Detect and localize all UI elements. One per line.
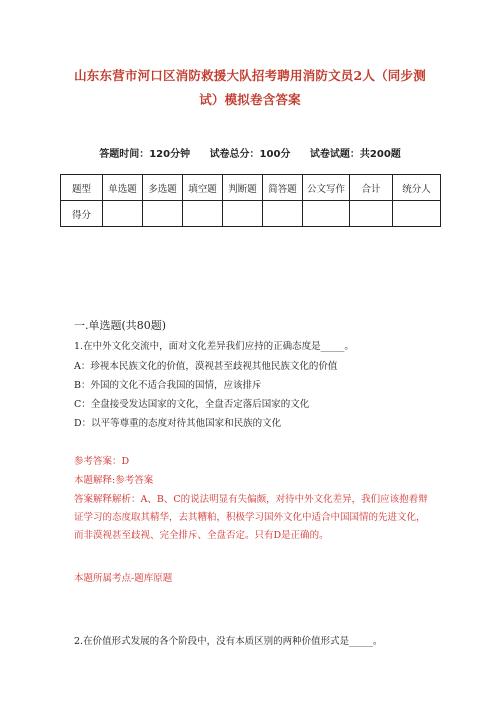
score-cell: [103, 201, 143, 227]
header-cell: 单选题: [103, 175, 143, 201]
question-1-option-d: D：以平等尊重的态度对待其他国家和民族的文化: [74, 418, 282, 429]
question-1-stem: 1.在中外文化交流中，面对文化差异我们应持的正确态度是_____。: [74, 341, 354, 352]
exam-title: [60, 64, 440, 112]
exam-time: 答题时间：120分钟: [99, 149, 191, 160]
score-cell: [393, 201, 441, 227]
header-cell: 统分人: [393, 175, 441, 201]
reference-answer: 参考答案：D: [74, 456, 130, 467]
question-1-option-b: B：外国的文化不适合我国的国情，应该排斥: [74, 380, 262, 391]
header-cell: 公文写作: [303, 175, 350, 201]
score-cell: [350, 201, 393, 227]
score-table-score-row: [61, 201, 441, 227]
header-cell: 填空题: [183, 175, 223, 201]
score-row-label: 得分: [61, 201, 103, 227]
analysis-label: 本题解释:参考答案: [74, 475, 154, 486]
question-2-stem: 2.在价值形式发展的各个阶段中，没有本质区别的两种价值形式是_____。: [74, 636, 383, 647]
question-1-option-c: C：全盘接受发达国家的文化，全盘否定落后国家的文化: [74, 399, 310, 410]
topic-note: 本题所属考点-题库原题: [74, 573, 173, 584]
score-table: [60, 174, 441, 227]
score-cell: [183, 201, 223, 227]
exam-question-count: 试卷试题：共200题: [309, 149, 401, 160]
exam-meta: [0, 145, 500, 160]
section-heading: 一.单选题(共80题): [74, 319, 167, 332]
header-cell: 判断题: [223, 175, 263, 201]
header-cell: 合计: [350, 175, 393, 201]
score-cell: [263, 201, 303, 227]
exam-total-score: 试卷总分：100分: [209, 149, 291, 160]
answer-explanation: 答案解释解析：A、B、C的说法明显有失偏颇，对待中外文化差异，我们应该抱着辩证学习的态度取其精华，去其糟粕，积极学习国外文化中适合中国国情的先进文化，而非漠视甚至歧视、完全排斥、全盘否定。只有D是正确的。: [74, 494, 428, 541]
question-1-option-a: A：珍视本民族文化的价值，漠视甚至歧视其他民族文化的价值: [74, 361, 338, 372]
score-cell: [143, 201, 183, 227]
score-table-header-row: [61, 175, 441, 201]
header-cell: 简答题: [263, 175, 303, 201]
title-line-2: 试）模拟卷含答案: [199, 92, 301, 107]
score-cell: [223, 201, 263, 227]
title-line-1: 山东东营市河口区消防救援大队招考聘用消防文员2人（同步测: [74, 68, 426, 83]
header-cell: 多选题: [143, 175, 183, 201]
score-cell: [303, 201, 350, 227]
header-cell: 题型: [61, 175, 103, 201]
